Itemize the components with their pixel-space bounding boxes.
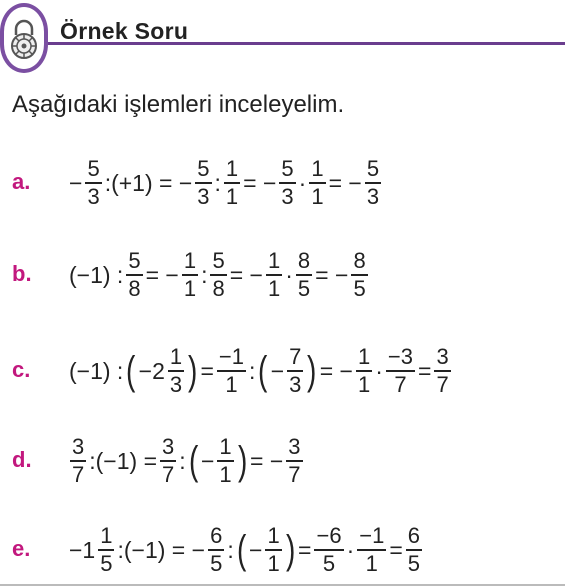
math-text: = −	[145, 261, 179, 288]
numerator: 6	[407, 523, 421, 548]
bottom-divider	[0, 584, 565, 586]
denominator: 7	[436, 372, 449, 397]
math-text: =	[298, 536, 312, 563]
parenthesis: (	[236, 528, 247, 572]
fraction	[126, 250, 142, 300]
math-text: ·	[375, 357, 383, 384]
numerator: −6	[316, 523, 342, 548]
problem-label: b.	[12, 261, 32, 286]
math-text: = −	[315, 261, 349, 288]
problem-label: c.	[12, 357, 31, 382]
numerator: 8	[353, 248, 366, 273]
numerator: 5	[197, 156, 210, 181]
math-text: = −	[250, 447, 284, 474]
denominator: 1	[267, 551, 280, 576]
math-text: =	[200, 357, 214, 384]
problem-expression	[68, 245, 370, 305]
problem-expression	[68, 153, 383, 213]
math-text: :(+1) = −	[104, 169, 193, 196]
fraction	[286, 436, 302, 486]
fraction	[386, 346, 415, 396]
math-text: −1	[69, 536, 96, 563]
math-text: = −	[319, 357, 353, 384]
parenthesis: )	[237, 439, 248, 483]
denominator: 1	[311, 184, 324, 209]
denominator: 3	[366, 184, 380, 209]
numerator: 1	[358, 344, 371, 369]
math-text: :	[201, 261, 208, 288]
denominator: 7	[394, 372, 407, 397]
math-text: ·	[346, 536, 355, 563]
problem-row-e	[0, 520, 565, 580]
problem-label: a.	[12, 169, 31, 194]
numerator: −1	[218, 344, 244, 369]
denominator: 1	[268, 276, 281, 301]
parenthesis: (	[126, 349, 136, 393]
denominator: 3	[281, 184, 294, 209]
fraction	[98, 525, 114, 575]
denominator: 1	[183, 276, 197, 301]
numerator: 3	[436, 344, 449, 369]
problem-row-c	[0, 341, 565, 401]
problem-row-b	[0, 245, 565, 305]
fraction	[70, 436, 86, 486]
math-text: −2	[138, 357, 165, 384]
fraction	[356, 346, 372, 396]
problem-row-d	[0, 431, 565, 491]
problem-label: e.	[12, 536, 31, 561]
fraction	[434, 346, 450, 396]
math-text: = −	[328, 169, 362, 196]
fraction	[279, 158, 295, 208]
denominator: 7	[288, 462, 301, 487]
denominator: 5	[297, 276, 311, 301]
denominator: 3	[169, 372, 183, 397]
math-text: −	[270, 357, 285, 384]
fraction	[85, 158, 101, 208]
numerator: 1	[311, 156, 324, 181]
denominator: 7	[72, 462, 85, 487]
fraction	[208, 525, 224, 575]
math-text: ·	[298, 169, 307, 196]
denominator: 1	[225, 372, 238, 397]
math-text: :	[214, 169, 221, 196]
math-text: ·	[285, 261, 293, 288]
denominator: 8	[212, 276, 225, 301]
numerator: 5	[212, 248, 225, 273]
denominator: 3	[87, 184, 100, 209]
parenthesis: )	[307, 349, 317, 393]
math-text: −	[249, 536, 263, 563]
numerator: 1	[267, 523, 280, 548]
fraction	[309, 158, 325, 208]
fraction	[217, 346, 246, 396]
fraction	[168, 346, 184, 396]
denominator: 5	[100, 551, 113, 576]
numerator: 1	[169, 344, 183, 369]
numerator: 3	[288, 434, 301, 459]
numerator: −1	[359, 523, 385, 548]
math-text: :	[249, 357, 256, 384]
page-title: Örnek Soru	[60, 18, 189, 44]
parenthesis: )	[188, 349, 198, 393]
math-text: :	[179, 447, 186, 474]
numerator: 8	[297, 248, 311, 273]
numerator: 7	[289, 344, 302, 369]
numerator: 6	[210, 523, 223, 548]
fraction	[296, 250, 312, 300]
problem-expression	[68, 431, 305, 491]
numerator: 1	[100, 523, 113, 548]
fraction	[314, 525, 343, 575]
fraction	[266, 250, 282, 300]
math-text: =	[418, 357, 432, 384]
numerator: 1	[183, 248, 197, 273]
numerator: 3	[72, 434, 85, 459]
numerator: 1	[268, 248, 281, 273]
math-text: = −	[229, 261, 263, 288]
fraction	[160, 436, 176, 486]
problem-row-a	[0, 153, 565, 213]
fraction	[365, 158, 381, 208]
fraction	[357, 525, 386, 575]
fraction	[265, 525, 281, 575]
fraction	[351, 250, 367, 300]
fraction	[224, 158, 240, 208]
fraction	[287, 346, 303, 396]
parenthesis: )	[285, 528, 296, 572]
fraction	[182, 250, 198, 300]
denominator: 7	[162, 462, 175, 487]
numerator: −3	[387, 344, 414, 369]
denominator: 5	[353, 276, 366, 301]
problem-label: d.	[12, 447, 32, 472]
parenthesis: (	[258, 349, 268, 393]
intro-text: Aşağıdaki işlemleri inceleyelim.	[12, 91, 345, 118]
problem-expression	[68, 520, 424, 580]
denominator: 5	[210, 551, 223, 576]
math-text: :(−1) =	[89, 447, 158, 474]
numerator: 3	[162, 434, 175, 459]
math-text: =	[389, 536, 403, 563]
math-text: (−1) :	[69, 261, 124, 288]
numerator: 5	[366, 156, 380, 181]
fraction	[195, 158, 211, 208]
denominator: 1	[365, 551, 378, 576]
denominator: 1	[219, 462, 232, 487]
denominator: 8	[128, 276, 141, 301]
header-badge	[0, 3, 48, 73]
fraction	[217, 436, 233, 486]
numerator: 5	[128, 248, 141, 273]
denominator: 3	[289, 372, 302, 397]
problem-expression	[68, 341, 453, 401]
fraction	[406, 525, 422, 575]
parenthesis: (	[188, 439, 198, 483]
denominator: 1	[225, 184, 239, 209]
numerator: 1	[225, 156, 239, 181]
math-text: :	[227, 536, 234, 563]
denominator: 1	[358, 372, 371, 397]
math-text: −	[200, 447, 215, 474]
numerator: 5	[87, 156, 100, 181]
denominator: 5	[322, 551, 336, 576]
math-text: :(−1) = −	[117, 536, 206, 563]
fraction	[210, 250, 226, 300]
math-text: (−1) :	[69, 357, 124, 384]
numerator: 1	[219, 434, 232, 459]
numerator: 5	[281, 156, 294, 181]
math-text: = −	[243, 169, 277, 196]
denominator: 5	[407, 551, 421, 576]
math-text: −	[69, 169, 83, 196]
denominator: 3	[197, 184, 210, 209]
lock-icon	[7, 17, 41, 66]
